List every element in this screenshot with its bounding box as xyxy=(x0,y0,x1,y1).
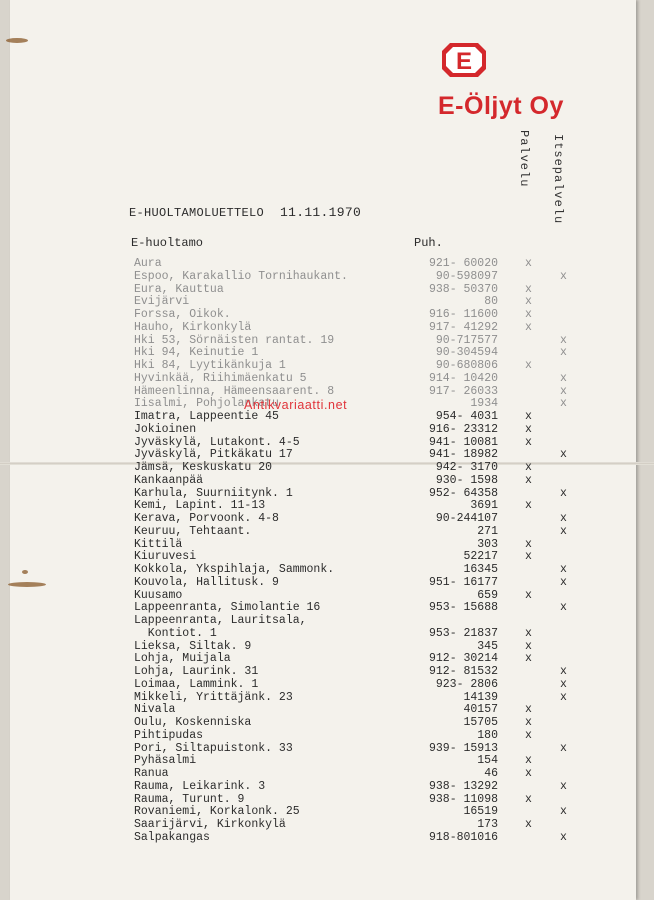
station-name: Pori, Siltapuistonk. 33 xyxy=(134,741,293,755)
phone-number: 952- 64358 xyxy=(428,486,498,500)
station-name: Nivala xyxy=(134,703,176,717)
station-name: Mikkeli, Yrittäjänk. 23 xyxy=(134,690,293,704)
station-name: Kokkola, Ykspihlaja, Sammonk. xyxy=(134,563,335,576)
self-service-mark: x xyxy=(560,397,567,411)
table-row xyxy=(0,295,654,308)
table-row xyxy=(0,767,654,780)
station-name: Jyväskylä, Pitkäkatu 17 xyxy=(134,448,293,462)
table-row xyxy=(0,640,654,653)
column-header-phone: Puh. xyxy=(414,236,443,250)
table-row xyxy=(0,818,654,831)
station-name: Jokioinen xyxy=(134,422,197,436)
table-row xyxy=(0,652,654,665)
phone-number: 921- 60020 xyxy=(428,257,498,270)
phone-number: 40157 xyxy=(463,703,498,717)
table-row xyxy=(0,257,654,270)
station-name: Kemi, Lapint. 11-13 xyxy=(134,499,266,513)
phone-number: 916- 23312 xyxy=(428,422,498,436)
self-service-mark: x xyxy=(560,333,567,347)
service-mark: x xyxy=(525,550,532,564)
watermark: Antikvariaatti.net xyxy=(244,398,348,412)
table-row xyxy=(0,346,654,359)
phone-number: 951- 16177 xyxy=(428,575,498,589)
table-row xyxy=(0,512,654,525)
self-service-mark: x xyxy=(560,805,567,819)
station-name: Pyhäsalmi xyxy=(134,754,197,768)
rust-stain xyxy=(6,38,28,43)
service-mark: x xyxy=(525,422,532,436)
station-name: Kuusamo xyxy=(134,588,183,602)
table-row xyxy=(0,372,654,385)
table-row xyxy=(0,436,654,449)
station-name: Keuruu, Tehtaant. xyxy=(134,524,252,538)
phone-number: 938- 13292 xyxy=(428,779,498,793)
station-name: Pihtipudas xyxy=(134,728,204,742)
column-header-service: Palvelu xyxy=(517,130,531,188)
logo-letter: E xyxy=(455,48,473,75)
table-row xyxy=(0,499,654,512)
self-service-mark: x xyxy=(560,269,567,283)
station-name: Oulu, Koskenniska xyxy=(134,716,252,729)
self-service-mark: x xyxy=(560,512,567,525)
station-name: Hki 94, Keinutie 1 xyxy=(134,346,259,360)
table-row xyxy=(0,563,654,576)
self-service-mark: x xyxy=(560,690,567,704)
table-row xyxy=(0,691,654,704)
station-name: Imatra, Lappeentie 45 xyxy=(134,410,279,423)
service-mark: x xyxy=(525,295,532,309)
phone-number: 15705 xyxy=(463,716,498,729)
table-row xyxy=(0,678,654,691)
station-name: Loimaa, Lammink. 1 xyxy=(134,677,259,691)
service-mark: x xyxy=(525,537,532,551)
table-row xyxy=(0,576,654,589)
station-name: Hämeenlinna, Hämeensaarent. 8 xyxy=(134,384,335,398)
document-date: 11.11.1970 xyxy=(280,205,362,220)
service-mark: x xyxy=(525,818,532,831)
phone-number: 917- 41292 xyxy=(428,320,498,334)
station-name: Evijärvi xyxy=(134,295,190,309)
phone-number: 80 xyxy=(484,295,498,309)
table-row xyxy=(0,550,654,563)
table-row xyxy=(0,474,654,487)
service-mark: x xyxy=(525,435,532,449)
station-name: Saarijärvi, Kirkonkylä xyxy=(134,818,286,831)
station-name: Lappeenranta, Lauritsala, xyxy=(134,614,307,627)
table-row xyxy=(0,525,654,538)
station-name: Espoo, Karakallio Tornihaukant. xyxy=(134,269,348,283)
document-title: E-HUOLTAMOLUETTELO xyxy=(129,206,265,220)
self-service-mark: x xyxy=(560,384,567,398)
phone-number: 16519 xyxy=(463,805,498,819)
self-service-mark: x xyxy=(560,575,567,589)
service-mark: x xyxy=(525,792,532,806)
e-logo-icon xyxy=(441,42,487,78)
station-name: Eura, Kauttua xyxy=(134,282,224,296)
station-name: Rauma, Turunt. 9 xyxy=(134,792,245,806)
service-mark: x xyxy=(525,754,532,768)
table-row xyxy=(0,334,654,347)
self-service-mark: x xyxy=(560,601,567,615)
station-name: Hki 84, Lyytikänkuja 1 xyxy=(134,359,286,372)
station-name: Lappeenranta, Simolantie 16 xyxy=(134,601,321,615)
service-mark: x xyxy=(525,320,532,334)
document-title-line xyxy=(129,205,361,220)
table-row xyxy=(0,665,654,678)
self-service-mark: x xyxy=(560,448,567,462)
table-row xyxy=(0,742,654,755)
phone-number: 941- 10081 xyxy=(428,435,498,449)
service-mark: x xyxy=(525,473,532,487)
phone-number: 3691 xyxy=(470,499,498,513)
station-name: Kittilä xyxy=(134,537,183,551)
service-mark: x xyxy=(525,461,532,474)
service-mark: x xyxy=(525,359,532,372)
station-name: Kiuruvesi xyxy=(134,550,197,564)
phone-number: 912- 81532 xyxy=(428,665,498,678)
service-mark: x xyxy=(525,728,532,742)
phone-number: 923- 2806 xyxy=(435,677,498,691)
station-name: Kankaanpää xyxy=(134,473,204,487)
self-service-mark: x xyxy=(560,371,567,385)
self-service-mark: x xyxy=(560,524,567,538)
phone-number: 271 xyxy=(477,524,498,538)
phone-number: 916- 11600 xyxy=(428,308,498,321)
table-row xyxy=(0,805,654,818)
service-mark: x xyxy=(525,626,532,640)
table-row xyxy=(0,716,654,729)
table-row xyxy=(0,780,654,793)
phone-number: 939- 15913 xyxy=(428,741,498,755)
table-row xyxy=(0,461,654,474)
self-service-mark: x xyxy=(560,665,567,678)
station-name: Iisalmi, Pohjolankatu xyxy=(134,397,279,411)
table-row xyxy=(0,601,654,614)
phone-number: 938- 11098 xyxy=(428,792,498,806)
service-mark: x xyxy=(525,410,532,423)
station-name: Jyväskylä, Lutakont. 4-5 xyxy=(134,435,300,449)
phone-number: 917- 26033 xyxy=(428,384,498,398)
self-service-mark: x xyxy=(560,486,567,500)
station-name: Lohja, Muijala xyxy=(134,652,231,666)
service-mark: x xyxy=(525,499,532,513)
service-mark: x xyxy=(525,588,532,602)
column-header-self-service: Itsepalvelu xyxy=(551,134,565,225)
service-mark: x xyxy=(525,716,532,729)
station-name: Karhula, Suurniitynk. 1 xyxy=(134,486,293,500)
station-name: Kontiot. 1 xyxy=(134,626,217,640)
self-service-mark: x xyxy=(560,563,567,576)
phone-number: 16345 xyxy=(463,563,498,576)
station-name: Hyvinkää, Riihimäenkatu 5 xyxy=(134,371,307,385)
phone-number: 90-244107 xyxy=(435,512,498,525)
company-name: E-Öljyt Oy xyxy=(438,92,564,120)
service-mark: x xyxy=(525,767,532,780)
phone-number: 14139 xyxy=(463,690,498,704)
service-mark: x xyxy=(525,652,532,666)
self-service-mark: x xyxy=(560,346,567,360)
table-row xyxy=(0,614,654,627)
station-name: Jämsä, Keskuskatu 20 xyxy=(134,461,273,474)
table-row xyxy=(0,283,654,296)
service-mark: x xyxy=(525,282,532,296)
station-name: Aura xyxy=(134,257,162,270)
station-name: Lohja, Laurink. 31 xyxy=(134,665,259,678)
table-row xyxy=(0,321,654,334)
station-name: Ranua xyxy=(134,767,169,780)
phone-number: 954- 4031 xyxy=(435,410,498,423)
station-name: Forssa, Oikok. xyxy=(134,308,231,321)
phone-number: 345 xyxy=(477,639,498,653)
table-row xyxy=(0,627,654,640)
phone-number: 173 xyxy=(477,818,498,831)
station-name: Kerava, Porvoonk. 4-8 xyxy=(134,512,279,525)
phone-number: 953- 21837 xyxy=(428,626,498,640)
service-mark: x xyxy=(525,308,532,321)
phone-number: 912- 30214 xyxy=(428,652,498,666)
self-service-mark: x xyxy=(560,677,567,691)
table-row xyxy=(0,308,654,321)
phone-number: 303 xyxy=(477,537,498,551)
self-service-mark: x xyxy=(560,779,567,793)
station-name: Salpakangas xyxy=(134,830,210,844)
station-name: Kouvola, Hallitusk. 9 xyxy=(134,575,279,589)
table-row xyxy=(0,538,654,551)
table-row xyxy=(0,754,654,767)
table-row xyxy=(0,385,654,398)
table-row xyxy=(0,589,654,602)
phone-number: 90-717577 xyxy=(435,333,498,347)
phone-number: 930- 1598 xyxy=(435,473,498,487)
table-row xyxy=(0,270,654,283)
table-row xyxy=(0,359,654,372)
phone-number: 180 xyxy=(477,728,498,742)
table-row xyxy=(0,448,654,461)
service-mark: x xyxy=(525,703,532,717)
table-row xyxy=(0,793,654,806)
table-row xyxy=(0,487,654,500)
service-mark: x xyxy=(525,257,532,270)
phone-number: 918-801016 xyxy=(428,830,498,844)
phone-number: 90-304594 xyxy=(435,346,498,360)
self-service-mark: x xyxy=(560,830,567,844)
phone-number: 46 xyxy=(484,767,498,780)
phone-number: 90-680806 xyxy=(435,359,498,372)
station-name: Lieksa, Siltak. 9 xyxy=(134,639,252,653)
station-name: Hki 53, Sörnäisten rantat. 19 xyxy=(134,333,335,347)
station-name: Hauho, Kirkonkylä xyxy=(134,320,252,334)
phone-number: 914- 10420 xyxy=(428,371,498,385)
self-service-mark: x xyxy=(560,741,567,755)
station-name: Rauma, Leikarink. 3 xyxy=(134,779,266,793)
phone-number: 1934 xyxy=(470,397,498,411)
table-row xyxy=(0,729,654,742)
table-row xyxy=(0,831,654,844)
phone-number: 942- 3170 xyxy=(435,461,498,474)
service-mark: x xyxy=(525,639,532,653)
phone-number: 659 xyxy=(477,588,498,602)
station-name: Rovaniemi, Korkalonk. 25 xyxy=(134,805,300,819)
phone-number: 953- 15688 xyxy=(428,601,498,615)
column-header-station: E-huoltamo xyxy=(131,236,204,250)
phone-number: 52217 xyxy=(463,550,498,564)
table-row xyxy=(0,703,654,716)
phone-number: 90-598097 xyxy=(435,269,498,283)
phone-number: 154 xyxy=(477,754,498,768)
table-row xyxy=(0,423,654,436)
phone-number: 938- 50370 xyxy=(428,282,498,296)
phone-number: 941- 18982 xyxy=(428,448,498,462)
